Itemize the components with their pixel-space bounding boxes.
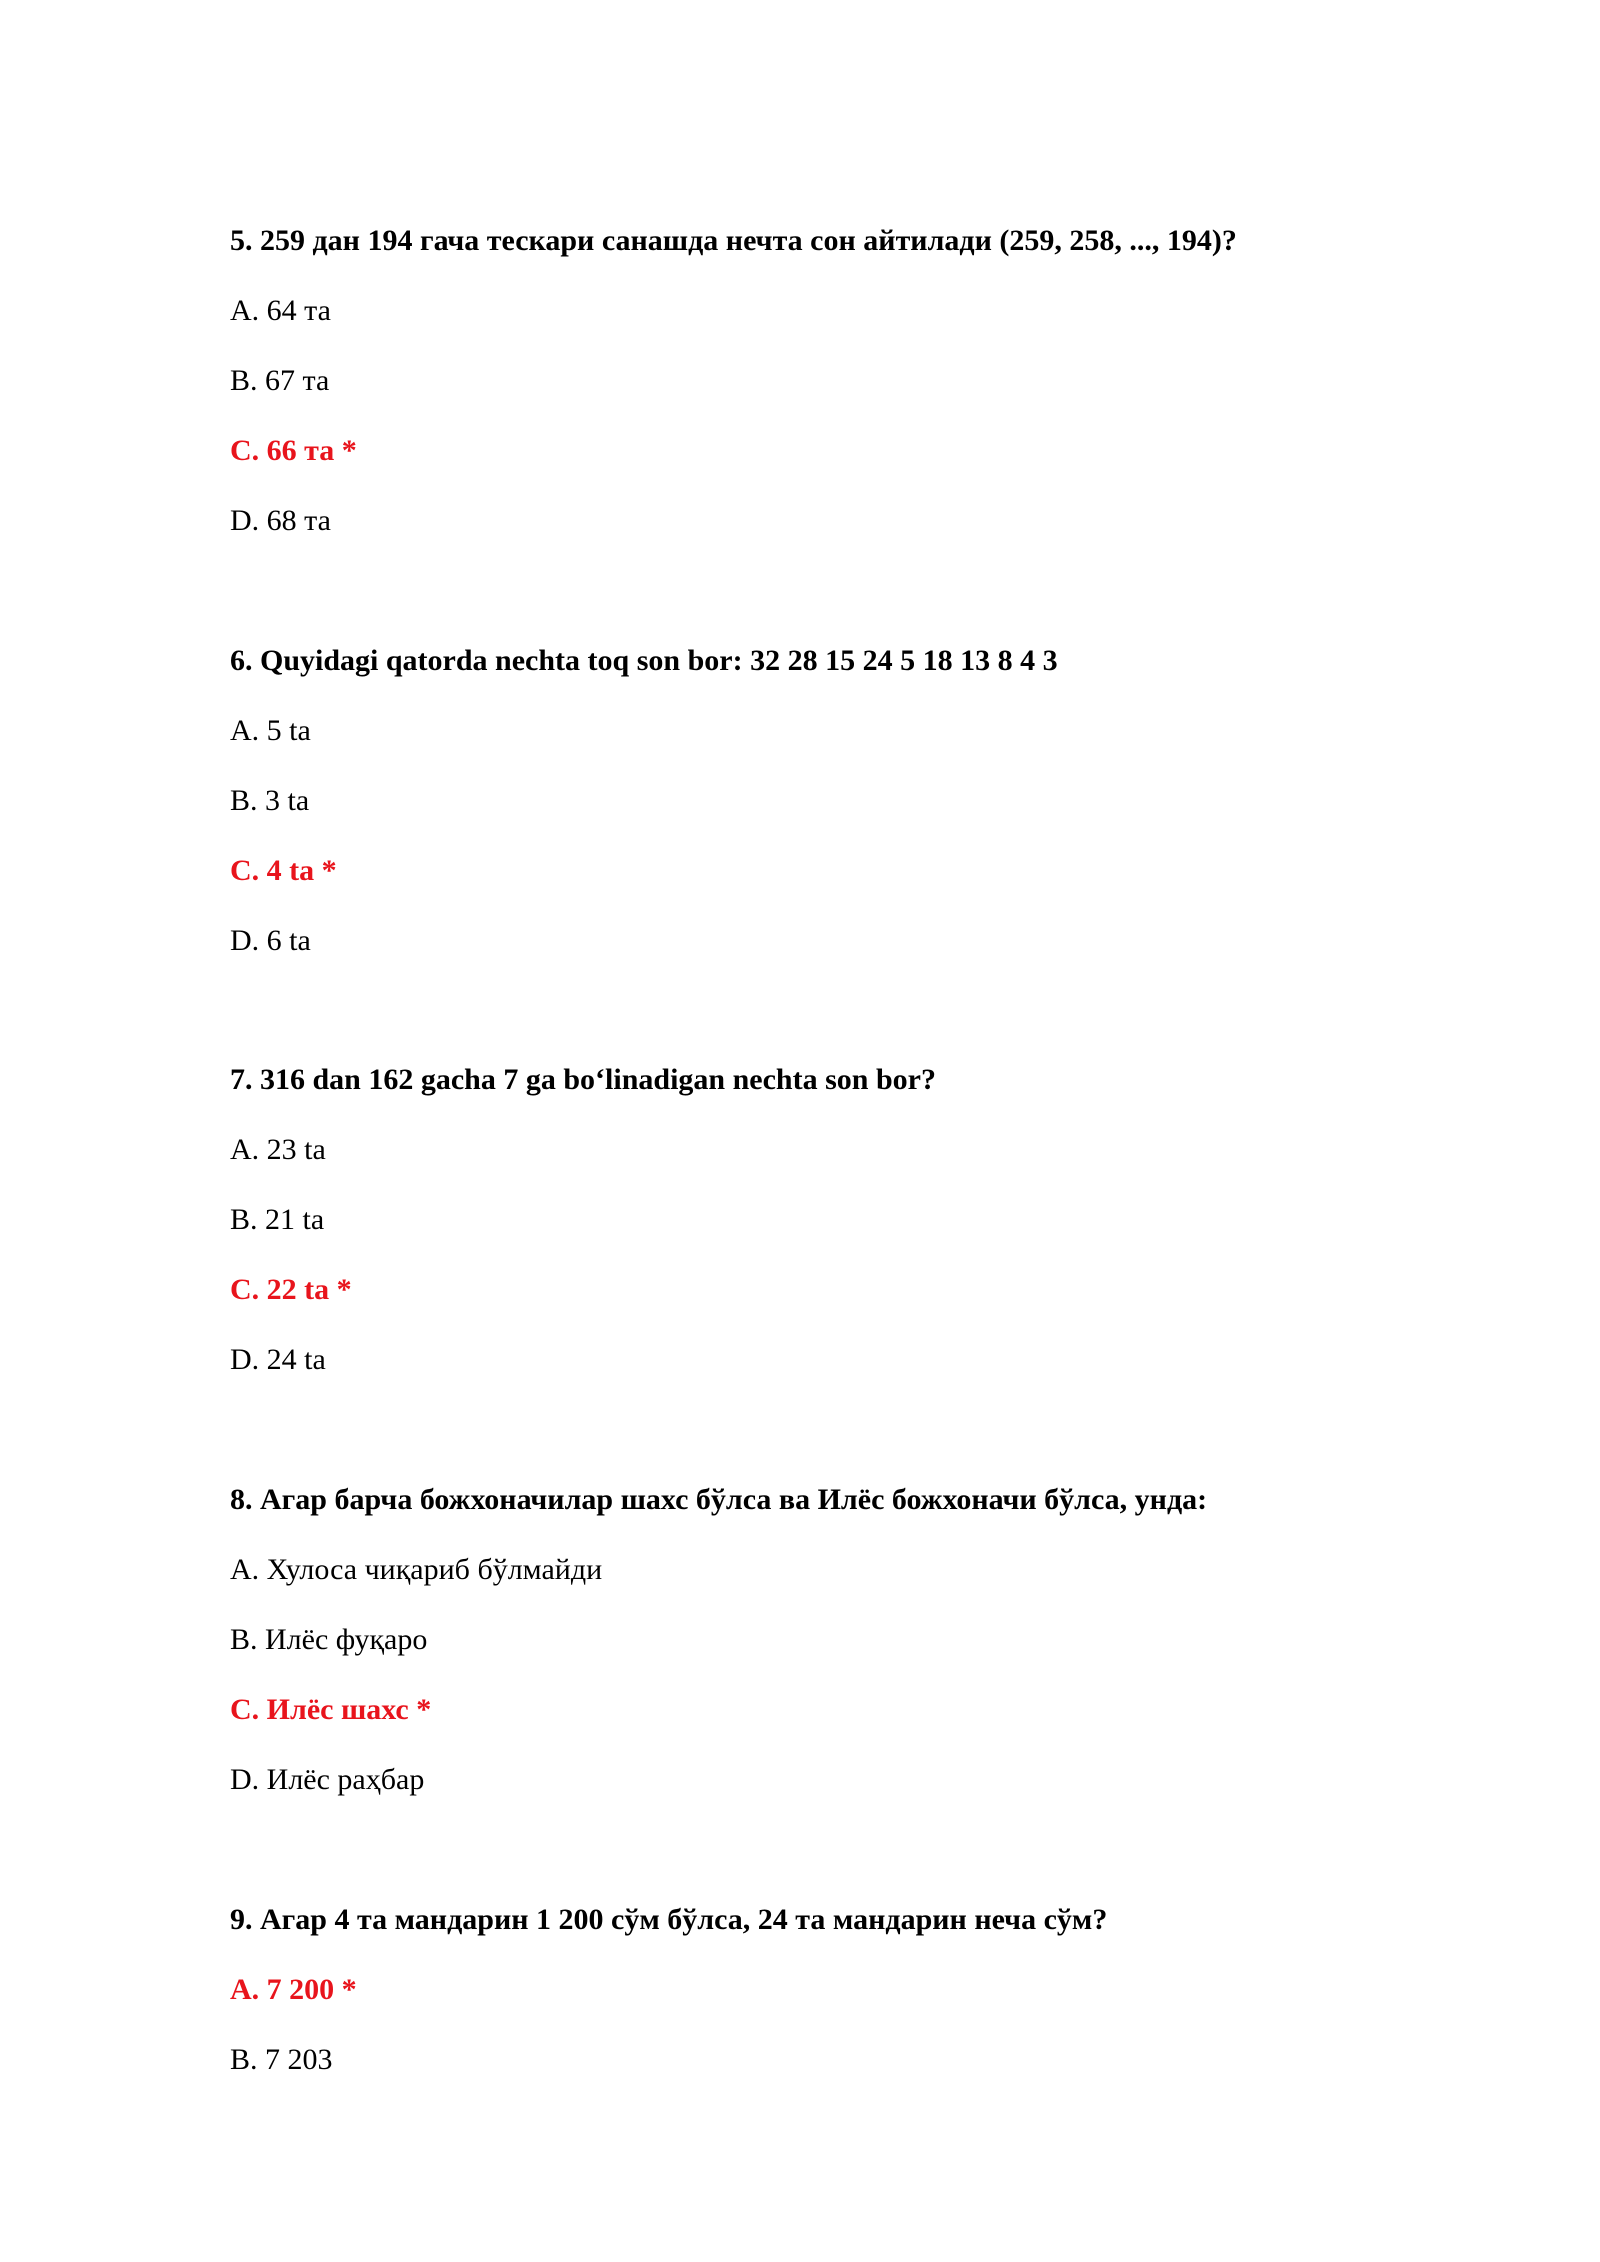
question-5-option-c-correct: C. 66 та * (230, 434, 357, 467)
question-5 (230, 223, 1430, 539)
question-7-option-d: D. 24 ta (230, 1343, 326, 1376)
question-9-option-a-correct: A. 7 200 * (230, 1973, 357, 2006)
question-6-option-c-correct: C. 4 ta * (230, 854, 337, 887)
question-6-title: 6. Quyidagi qatorda nechta toq son bor: 32 28 15 24 5 18 13 8 4 3 (230, 644, 1058, 677)
question-7 (230, 1062, 1430, 1378)
question-9-title: 9. Агар 4 та мандарин 1 200 сўм бўлса, 24 та мандарин неча сўм? (230, 1903, 1108, 1936)
question-6 (230, 643, 1430, 959)
question-8-option-b: B. Илёс фуқаро (230, 1623, 428, 1656)
question-8-option-a: A. Хулоса чиқариб бўлмайди (230, 1553, 603, 1586)
question-6-option-d: D. 6 ta (230, 924, 311, 957)
question-8-option-c-correct: C. Илёс шахс * (230, 1693, 432, 1726)
question-7-option-c-correct: C. 22 ta * (230, 1273, 352, 1306)
question-8-option-d: D. Илёс раҳбар (230, 1763, 425, 1796)
question-9-option-b: B. 7 203 (230, 2043, 333, 2076)
question-7-option-a: A. 23 ta (230, 1133, 326, 1166)
question-7-option-b: B. 21 ta (230, 1203, 325, 1236)
question-5-option-d: D. 68 та (230, 504, 331, 537)
question-5-option-b: B. 67 та (230, 364, 330, 397)
question-6-option-b: B. 3 ta (230, 784, 310, 817)
question-7-title: 7. 316 dan 162 gacha 7 ga bo‘linadigan nechta son bor? (230, 1063, 936, 1096)
question-6-option-a: A. 5 ta (230, 714, 311, 747)
question-8-title: 8. Агар барча божхоначилар шахс бўлса ва Илёс божхоначи бўлса, унда: (230, 1483, 1208, 1516)
question-9 (230, 1902, 1430, 2078)
question-8 (230, 1482, 1430, 1798)
question-5-option-a: A. 64 та (230, 294, 331, 327)
question-5-title: 5. 259 дан 194 гача тескари санашда нечта сон айтилади (259, 258, ..., 194)? (230, 224, 1237, 257)
